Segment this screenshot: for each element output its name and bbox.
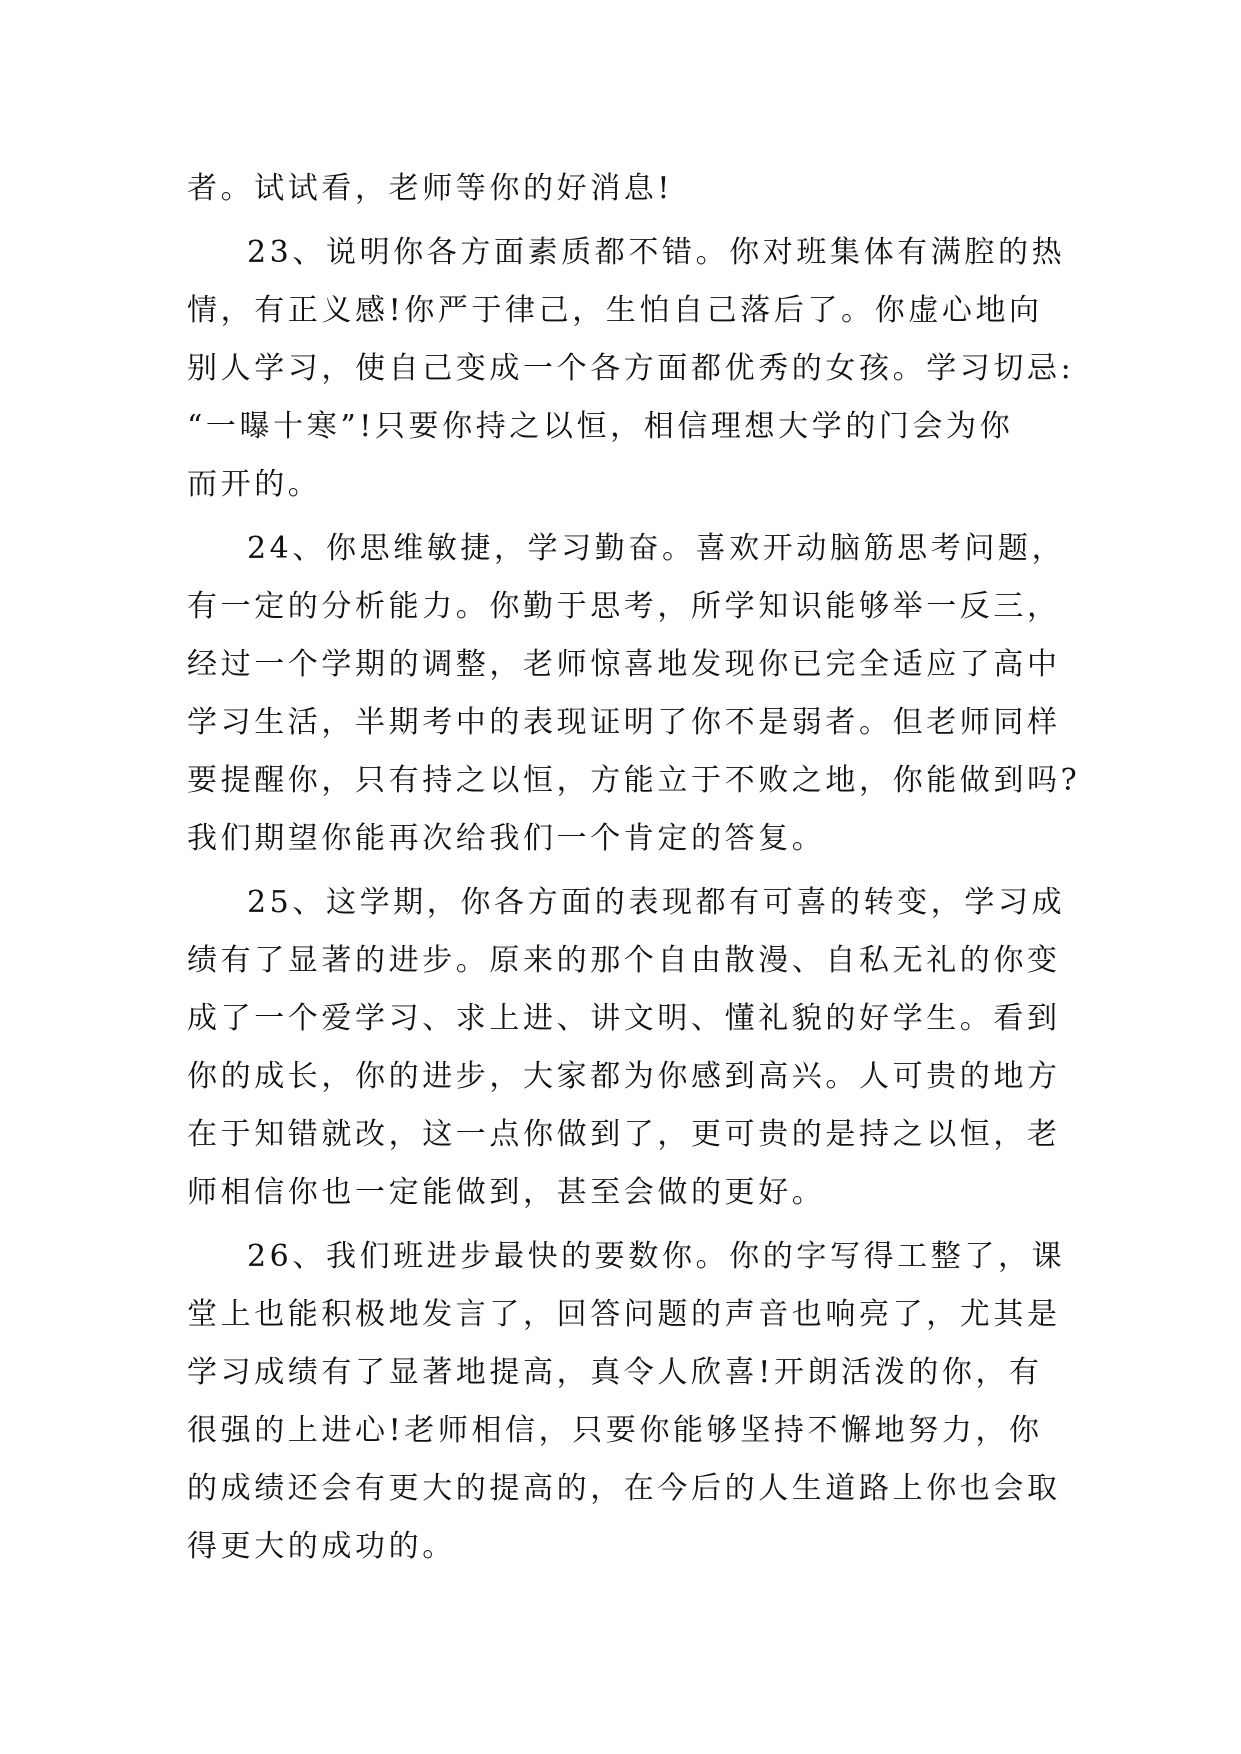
text-line: 你的成长，你的进步，大家都为你感到高兴。人可贵的地方	[187, 1059, 1061, 1094]
text-line: 24、你思维敏捷，学习勤奋。喜欢开动脑筋思考问题，	[247, 531, 1066, 566]
document-body	[187, 160, 1081, 1576]
text-line: “一曝十寒”!只要你持之以恒，相信理想大学的门会为你	[187, 409, 1014, 444]
text-line: 经过一个学期的调整，老师惊喜地发现你已完全适应了高中	[187, 647, 1061, 682]
text-line: 成了一个爱学习、求上进、讲文明、懂礼貌的好学生。看到	[187, 1001, 1061, 1036]
text-line: 有一定的分析能力。你勤于思考，所学知识能够举一反三，	[187, 589, 1061, 624]
text-line: 在于知错就改，这一点你做到了，更可贵的是持之以恒，老	[187, 1117, 1061, 1152]
text-line: 堂上也能积极地发言了，回答问题的声音也响亮了，尤其是	[187, 1297, 1061, 1332]
text-line: 绩有了显著的进步。原来的那个自由散漫、自私无礼的你变	[187, 943, 1061, 978]
text-line: 得更大的成功的。	[187, 1529, 456, 1564]
text-line: 学习生活，半期考中的表现证明了你不是弱者。但老师同样	[187, 705, 1061, 740]
text-line: 要提醒你，只有持之以恒，方能立于不败之地，你能做到吗?	[187, 763, 1081, 798]
text-line: 23、说明你各方面素质都不错。你对班集体有满腔的热	[247, 235, 1066, 270]
text-line: 而开的。	[187, 467, 322, 502]
text-line: 26、我们班进步最快的要数你。你的字写得工整了，课	[247, 1239, 1066, 1274]
text-line: 25、这学期，你各方面的表现都有可喜的转变，学习成	[247, 885, 1066, 920]
text-line: 情，有正义感!你严于律己，生怕自己落后了。你虚心地向	[187, 293, 1043, 328]
text-line: 的成绩还会有更大的提高的，在今后的人生道路上你也会取	[187, 1471, 1061, 1506]
text-line: 很强的上进心!老师相信，只要你能够坚持不懈地努力，你	[187, 1413, 1043, 1448]
text-line: 师相信你也一定能做到，甚至会做的更好。	[187, 1175, 826, 1210]
text-line: 别人学习，使自己变成一个各方面都优秀的女孩。学习切忌:	[187, 351, 1075, 386]
text-line: 学习成绩有了显著地提高，真令人欣喜!开朗活泼的你，有	[187, 1355, 1043, 1390]
text-line: 者。试试看，老师等你的好消息!	[187, 171, 674, 206]
text-line: 我们期望你能再次给我们一个肯定的答复。	[187, 821, 826, 856]
